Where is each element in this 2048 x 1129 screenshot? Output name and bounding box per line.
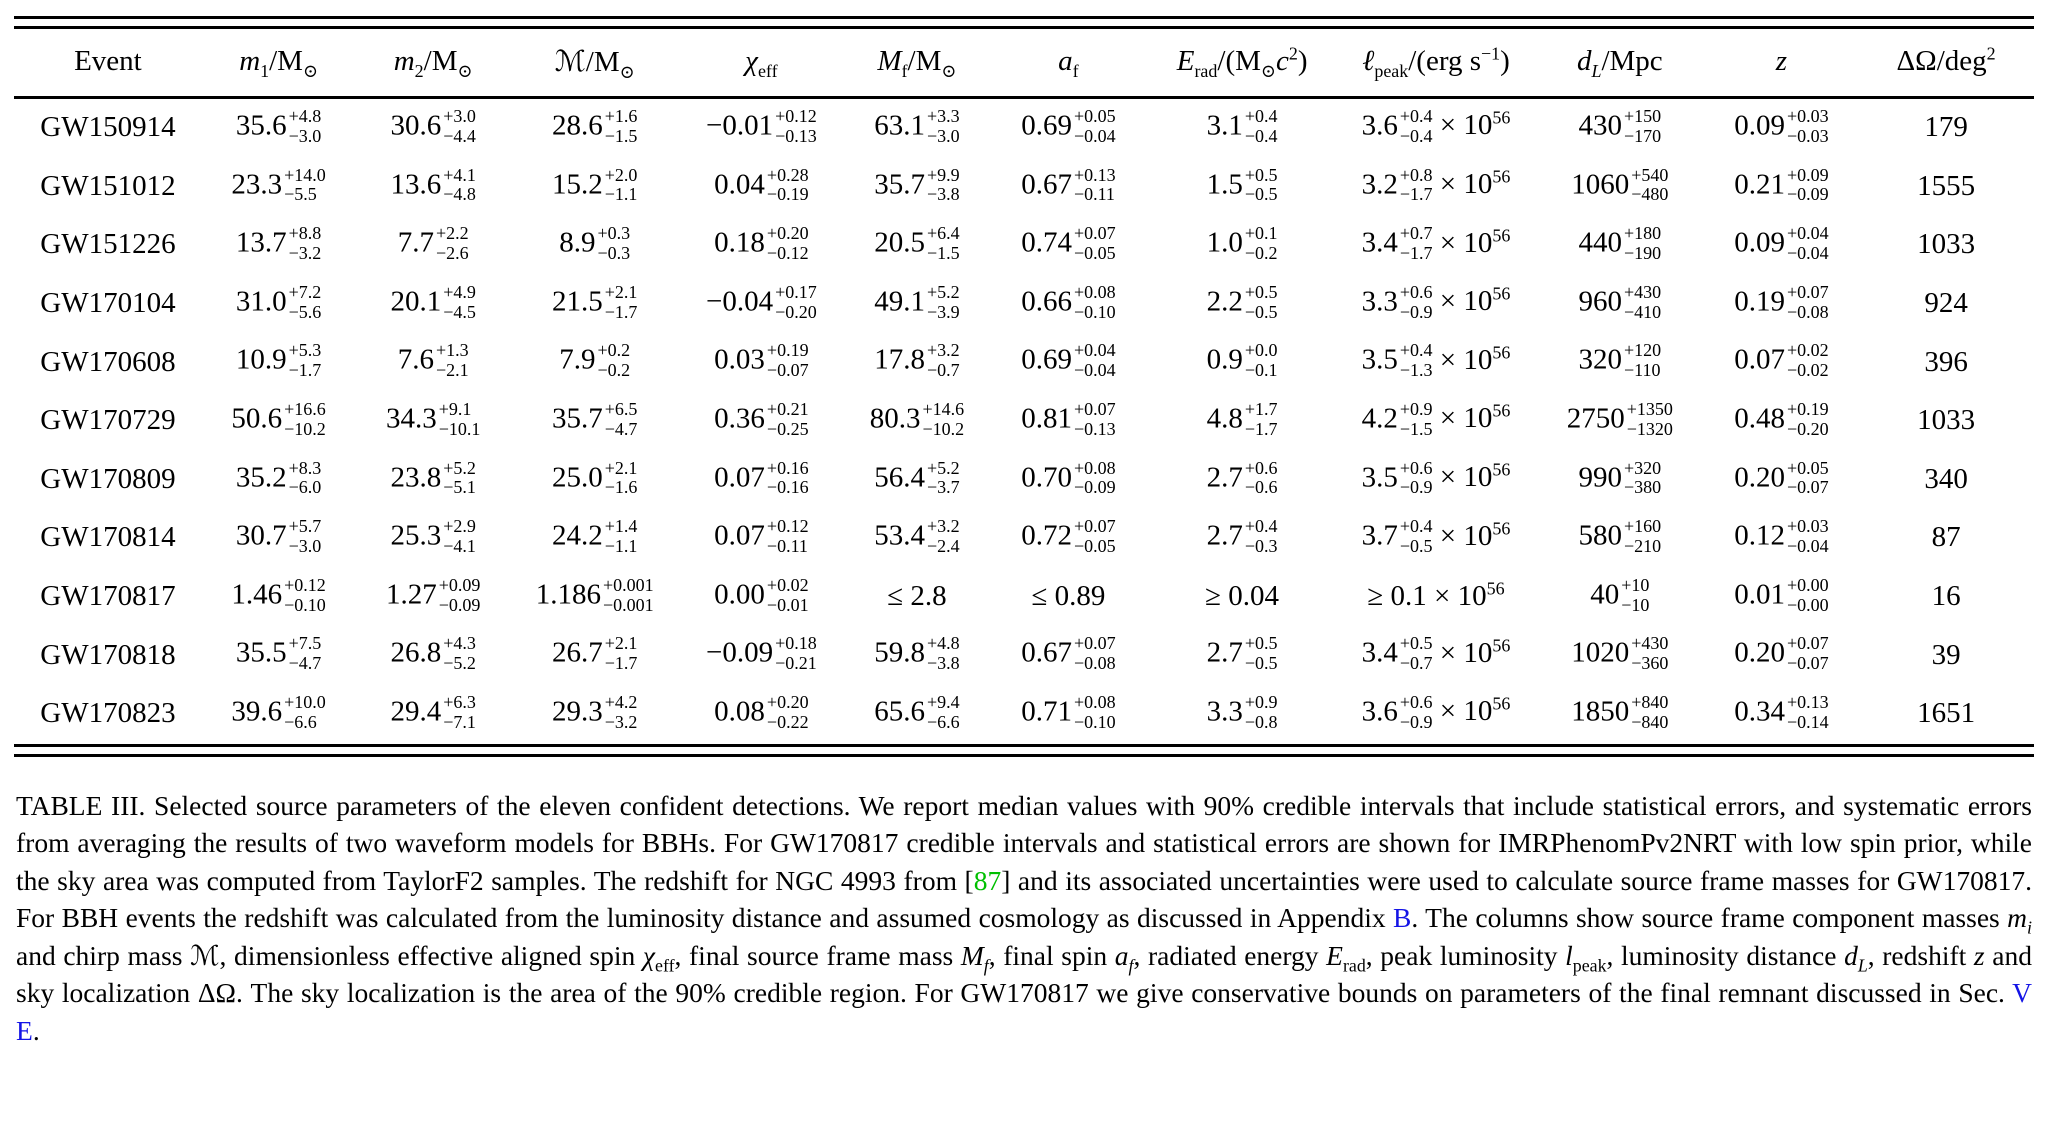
value-cell: 53.4 +3.2 −2.4 (874, 516, 960, 556)
value-cell: 2.2 +0.5 −0.5 (1206, 281, 1278, 322)
value-cell: 0.19 +0.07 −0.08 (1734, 281, 1829, 322)
event-name: GW170608 (40, 345, 176, 378)
value-cell: 7.7 +2.2 −2.6 (397, 223, 469, 263)
event-name: GW170104 (40, 287, 176, 320)
table-row (14, 98, 2034, 158)
value-cell: 1060 +540 −480 (1571, 164, 1669, 205)
col-header-radiated-energy: $E_{rad}/(M_⊙c^2)$ (1147, 29, 1337, 98)
value-cell: 0.71 +0.08 −0.10 (1021, 691, 1116, 732)
value-cell: 1020 +430 −360 (1571, 633, 1669, 674)
value-cell: 59.8 +4.8 −3.8 (874, 633, 960, 674)
event-name: GW170818 (40, 638, 176, 671)
value-cell: 0.34 +0.13 −0.14 (1734, 691, 1829, 732)
value-cell: 4.2 +0.9 −1.5 × $10^{56}$ (1361, 398, 1511, 439)
table-row (14, 626, 2034, 685)
section-link[interactable]: B (1393, 902, 1412, 934)
value-cell: 0.69 +0.05 −0.04 (1021, 106, 1116, 146)
table-row (14, 158, 2034, 217)
table-body (14, 98, 2034, 744)
value-cell: 29.4 +6.3 −7.1 (390, 691, 476, 732)
col-header-chirp-mass: $ℳ/M_⊙$ (511, 29, 679, 98)
value-cell: 8.9 +0.3 −0.3 (559, 223, 631, 263)
value-cell: 924 (1924, 287, 1968, 320)
value-cell: 0.36 +0.21 −0.25 (714, 398, 809, 439)
value-cell: 1033 (1917, 228, 1976, 261)
value-cell: 0.18 +0.20 −0.12 (714, 223, 809, 263)
section-link[interactable]: V E (16, 977, 2032, 1046)
value-cell: 35.7 +6.5 −4.7 (552, 398, 638, 439)
value-cell: 26.7 +2.1 −1.7 (552, 633, 638, 674)
value-cell: ≥ $0.1 \times 10^{56}$ (1367, 578, 1505, 613)
parameters-table (14, 29, 2034, 744)
citation-link[interactable]: 87 (973, 864, 1002, 896)
value-cell: 0.9 +0.0 −0.1 (1206, 340, 1278, 381)
value-cell: 0.67 +0.13 −0.11 (1021, 164, 1116, 205)
value-cell: 50.6 +16.6 −10.2 (231, 398, 326, 439)
value-cell: 23.3 +14.0 −5.5 (231, 164, 326, 205)
value-cell: 1.27 +0.09 −0.09 (385, 574, 481, 615)
value-cell: 3.6 +0.6 −0.9 × $10^{56}$ (1361, 691, 1511, 732)
value-cell: 320 +120 −110 (1578, 340, 1662, 381)
value-cell: −0.01 +0.12 −0.13 (705, 106, 817, 146)
col-header-peak-luminosity: ℓ$_{peak}$/(erg $s^{-1}$) (1337, 29, 1535, 98)
value-cell: 39 (1931, 638, 1961, 671)
value-cell: 30.6 +3.0 −4.4 (390, 106, 476, 146)
value-cell: 0.07 +0.16 −0.16 (714, 457, 809, 498)
table-top-rule (14, 16, 2034, 29)
value-cell: 3.1 +0.4 −0.4 (1206, 106, 1278, 146)
value-cell: 63.1 +3.3 −3.0 (874, 106, 960, 146)
value-cell: 0.07 +0.02 −0.02 (1734, 340, 1829, 381)
value-cell: 87 (1931, 521, 1961, 554)
value-cell: 179 (1924, 111, 1968, 144)
value-cell: 30.7 +5.7 −3.0 (235, 516, 322, 556)
value-cell: 35.5 +7.5 −4.7 (235, 633, 322, 674)
col-header-final-spin: $a_f$ (990, 29, 1148, 98)
value-cell: 80.3 +14.6 −10.2 (869, 398, 965, 439)
event-name: GW150914 (40, 111, 176, 144)
value-cell: 23.8 +5.2 −5.1 (390, 457, 476, 498)
col-header-final-mass: $M_f/M_⊙$ (844, 29, 989, 98)
value-cell: 0.72 +0.07 −0.05 (1021, 516, 1116, 556)
value-cell: 0.66 +0.08 −0.10 (1021, 281, 1116, 322)
value-cell: 1033 (1917, 404, 1976, 437)
value-cell: 0.04 +0.28 −0.19 (714, 164, 809, 205)
value-cell: 3.4 +0.7 −1.7 × $10^{56}$ (1361, 223, 1511, 263)
col-header-m1: $m_1/M_⊙$ (202, 29, 356, 98)
value-cell: 40 +10 −10 (1590, 574, 1650, 615)
value-cell: 1850 +840 −840 (1571, 691, 1669, 732)
value-cell: 0.20 +0.07 −0.07 (1734, 633, 1829, 674)
value-cell: 340 (1924, 462, 1968, 495)
value-cell: 396 (1924, 345, 1968, 378)
value-cell: 7.9 +0.2 −0.2 (559, 340, 631, 381)
value-cell: 1555 (1917, 169, 1976, 202)
col-header-redshift: z (1705, 29, 1859, 98)
table-row (14, 451, 2034, 510)
value-cell: 39.6 +10.0 −6.6 (231, 691, 326, 732)
value-cell: 960 +430 −410 (1578, 281, 1662, 322)
value-cell: 0.03 +0.19 −0.07 (714, 340, 809, 381)
value-cell: ≤ 2.8 (887, 580, 947, 613)
value-cell: 34.3 +9.1 −10.1 (385, 398, 481, 439)
value-cell: 3.4 +0.5 −0.7 × $10^{56}$ (1361, 633, 1511, 674)
table-row (14, 685, 2034, 744)
value-cell: 3.5 +0.6 −0.9 × $10^{56}$ (1361, 457, 1511, 498)
value-cell: 20.5 +6.4 −1.5 (874, 223, 960, 263)
value-cell: 0.21 +0.09 −0.09 (1734, 164, 1829, 205)
value-cell: 35.2 +8.3 −6.0 (235, 457, 322, 498)
value-cell: 2750 +1350 −1320 (1566, 398, 1673, 439)
value-cell: 25.0 +2.1 −1.6 (552, 457, 638, 498)
table-row (14, 275, 2034, 334)
value-cell: 0.70 +0.08 −0.09 (1021, 457, 1116, 498)
col-header-luminosity-distance: $d_L$/Mpc (1535, 29, 1705, 98)
value-cell: 0.81 +0.07 −0.13 (1021, 398, 1116, 439)
value-cell: ≥ 0.04 (1205, 580, 1280, 613)
value-cell: 3.7 +0.4 −0.5 × $10^{56}$ (1361, 516, 1511, 556)
value-cell: 2.7 +0.5 −0.5 (1206, 633, 1278, 674)
value-cell: 0.08 +0.20 −0.22 (714, 691, 809, 732)
table-row (14, 509, 2034, 568)
event-name: GW170809 (40, 462, 176, 495)
value-cell: 0.07 +0.12 −0.11 (714, 516, 809, 556)
value-cell: 4.8 +1.7 −1.7 (1206, 398, 1278, 439)
table-bottom-rule (14, 744, 2034, 757)
value-cell: 1.46 +0.12 −0.10 (231, 574, 326, 615)
value-cell: 35.6 +4.8 −3.0 (235, 106, 322, 146)
value-cell: 580 +160 −210 (1578, 516, 1662, 556)
value-cell: 35.7 +9.9 −3.8 (874, 164, 960, 205)
col-header-m2: $m_2/M_⊙$ (355, 29, 511, 98)
table-row (14, 568, 2034, 627)
value-cell: 13.6 +4.1 −4.8 (390, 164, 476, 205)
value-cell: 0.09 +0.04 −0.04 (1734, 223, 1829, 263)
value-cell: 430 +150 −170 (1578, 106, 1662, 146)
event-name: GW151226 (40, 228, 176, 261)
value-cell: 1.0 +0.1 −0.2 (1206, 223, 1278, 263)
table-caption: TABLE III. Selected source parameters of the eleven confident detections. We report median values with 90% credible intervals that include statistical errors, and systematic errors from averaging the results of two waveform models for BBHs. For GW170817 credible intervals and statistical errors are shown for IMRPhenomPv2NRT with low spin prior, while the sky area was computed from TaylorF2 samples. The redshift for NGC 4993 from [87] and its associated uncertainties were used to calculate source frame masses for GW170817. For BBH events the redshift was calculated from the luminosity distance and assumed cosmology as discussed in Appendix B. The columns show source frame component masses $m_i$ and chirp mass ℳ, dimensionless effective aligned spin $\chi_{eff}$, final source frame mass $M_f$, final spin $a_f$, radiated energy $E_{rad}$, peak luminosity $l_{peak}$, luminosity distance $d_L$, redshift z and sky localization ΔΩ. The sky localization is the area of the 90% credible region. For GW170817 we give conservative bounds on parameters of the final remnant discussed in Sec. V E. (16, 789, 2033, 1046)
value-cell: 0.12 +0.03 −0.04 (1734, 516, 1829, 556)
event-name: GW170729 (40, 404, 176, 437)
value-cell: 0.74 +0.07 −0.05 (1021, 223, 1116, 263)
event-name: GW170814 (40, 521, 176, 554)
value-cell: 1.186 +0.001 −0.001 (535, 574, 654, 615)
value-cell: 26.8 +4.3 −5.2 (390, 633, 476, 674)
value-cell: −0.04 +0.17 −0.20 (705, 281, 817, 322)
value-cell: 21.5 +2.1 −1.7 (552, 281, 638, 322)
event-name: GW151012 (40, 169, 176, 202)
value-cell: 20.1 +4.9 −4.5 (390, 281, 476, 322)
value-cell: 3.2 +0.8 −1.7 × $10^{56}$ (1361, 164, 1511, 205)
value-cell: 0.09 +0.03 −0.03 (1734, 106, 1829, 146)
value-cell: 25.3 +2.9 −4.1 (390, 516, 476, 556)
value-cell: 0.00 +0.02 −0.01 (714, 574, 809, 615)
value-cell: 65.6 +9.4 −6.6 (874, 691, 960, 732)
value-cell: 440 +180 −190 (1578, 223, 1662, 263)
value-cell: 0.01 +0.00 −0.00 (1734, 574, 1829, 615)
value-cell: 15.2 +2.0 −1.1 (552, 164, 638, 205)
value-cell: 28.6 +1.6 −1.5 (552, 106, 638, 146)
table-row (14, 216, 2034, 275)
value-cell: 7.6 +1.3 −2.1 (397, 340, 469, 381)
value-cell: 3.6 +0.4 −0.4 × $10^{56}$ (1361, 106, 1511, 146)
value-cell: 0.20 +0.05 −0.07 (1734, 457, 1829, 498)
value-cell: 0.69 +0.04 −0.04 (1021, 340, 1116, 381)
col-header-sky-area: ΔΩ/deg$^2$ (1858, 29, 2034, 98)
value-cell: 1.5 +0.5 −0.5 (1206, 164, 1278, 205)
value-cell: −0.09 +0.18 −0.21 (705, 633, 817, 674)
value-cell: 16 (1931, 580, 1961, 613)
table-row (14, 333, 2034, 392)
value-cell: 3.3 +0.9 −0.8 (1206, 691, 1278, 732)
value-cell: 29.3 +4.2 −3.2 (552, 691, 638, 732)
value-cell: 2.7 +0.6 −0.6 (1206, 457, 1278, 498)
value-cell: 17.8 +3.2 −0.7 (874, 340, 960, 381)
table-row (14, 392, 2034, 451)
value-cell: 0.67 +0.07 −0.08 (1021, 633, 1116, 674)
event-name: GW170823 (40, 697, 176, 730)
value-cell: 3.5 +0.4 −1.3 × $10^{56}$ (1361, 340, 1511, 381)
col-header-event: Event (14, 29, 202, 98)
value-cell: 49.1 +5.2 −3.9 (874, 281, 960, 322)
event-name: GW170817 (40, 580, 176, 613)
value-cell: ≤ 0.89 (1031, 580, 1106, 613)
value-cell: 13.7 +8.8 −3.2 (235, 223, 322, 263)
value-cell: 1651 (1917, 697, 1976, 730)
value-cell: 31.0 +7.2 −5.6 (235, 281, 322, 322)
value-cell: 24.2 +1.4 −1.1 (552, 516, 638, 556)
header-row (14, 29, 2034, 98)
value-cell: 0.48 +0.19 −0.20 (1734, 398, 1829, 439)
value-cell: 990 +320 −380 (1578, 457, 1662, 498)
value-cell: 10.9 +5.3 −1.7 (235, 340, 322, 381)
value-cell: 56.4 +5.2 −3.7 (874, 457, 960, 498)
value-cell: 3.3 +0.6 −0.9 × $10^{56}$ (1361, 281, 1511, 322)
col-header-chi-eff: $\chi_{eff}$ (679, 29, 845, 98)
value-cell: 2.7 +0.4 −0.3 (1206, 516, 1278, 556)
